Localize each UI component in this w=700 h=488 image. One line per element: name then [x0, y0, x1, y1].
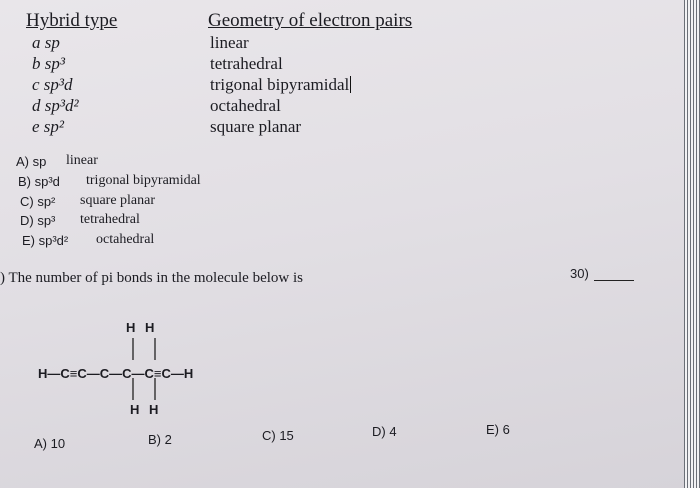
- geometry-item-5: square planar: [210, 117, 302, 136]
- hybrid-type-header: Hybrid type: [26, 10, 118, 31]
- answer-a-geometry: linear: [66, 153, 98, 168]
- hybrid-item-c: c sp³d: [32, 75, 73, 94]
- hybrid-item-e: e sp²: [32, 117, 65, 136]
- geometry-item-2: tetrahedral: [210, 54, 283, 73]
- choice-d: D) 4: [372, 424, 397, 439]
- question-text: ) The number of pi bonds in the molecule below is: [0, 270, 303, 286]
- answer-e-label: E) sp³d²: [22, 233, 69, 248]
- geometry-item-3: trigonal bipyramidal: [210, 75, 350, 94]
- question-number: 30): [570, 266, 589, 281]
- text-cursor-icon: [350, 76, 351, 93]
- answer-c-label: C) sp²: [20, 194, 56, 209]
- molecule-carbon-chain: H—C≡C—C—C—C≡C—H: [38, 366, 194, 381]
- molecule-bottom-hydrogens: H H: [130, 402, 159, 417]
- answer-c-geometry: square planar: [80, 193, 156, 208]
- choice-c: C) 15: [262, 428, 294, 443]
- geometry-item-1: linear: [210, 33, 249, 52]
- geometry-item-4: octahedral: [210, 96, 281, 115]
- answer-e-geometry: octahedral: [96, 232, 155, 247]
- choice-a: A) 10: [34, 436, 66, 451]
- answer-d-geometry: tetrahedral: [80, 212, 140, 227]
- answer-a-label: A) sp: [16, 154, 47, 169]
- answer-d-label: D) sp³: [20, 213, 56, 228]
- answer-b-geometry: trigonal bipyramidal: [86, 173, 201, 188]
- geometry-header: Geometry of electron pairs: [208, 10, 413, 31]
- answer-blank-line: [594, 280, 634, 281]
- hybrid-item-d: d sp³d²: [32, 96, 79, 115]
- answer-b-label: B) sp³d: [18, 174, 60, 189]
- choice-b: B) 2: [148, 432, 172, 447]
- hybrid-item-b: b sp³: [32, 54, 65, 73]
- screen-edge-decoration: [684, 0, 700, 488]
- hybrid-item-a: a sp: [32, 33, 60, 52]
- molecule-top-hydrogens: H H: [126, 320, 155, 335]
- choice-e: E) 6: [486, 422, 510, 437]
